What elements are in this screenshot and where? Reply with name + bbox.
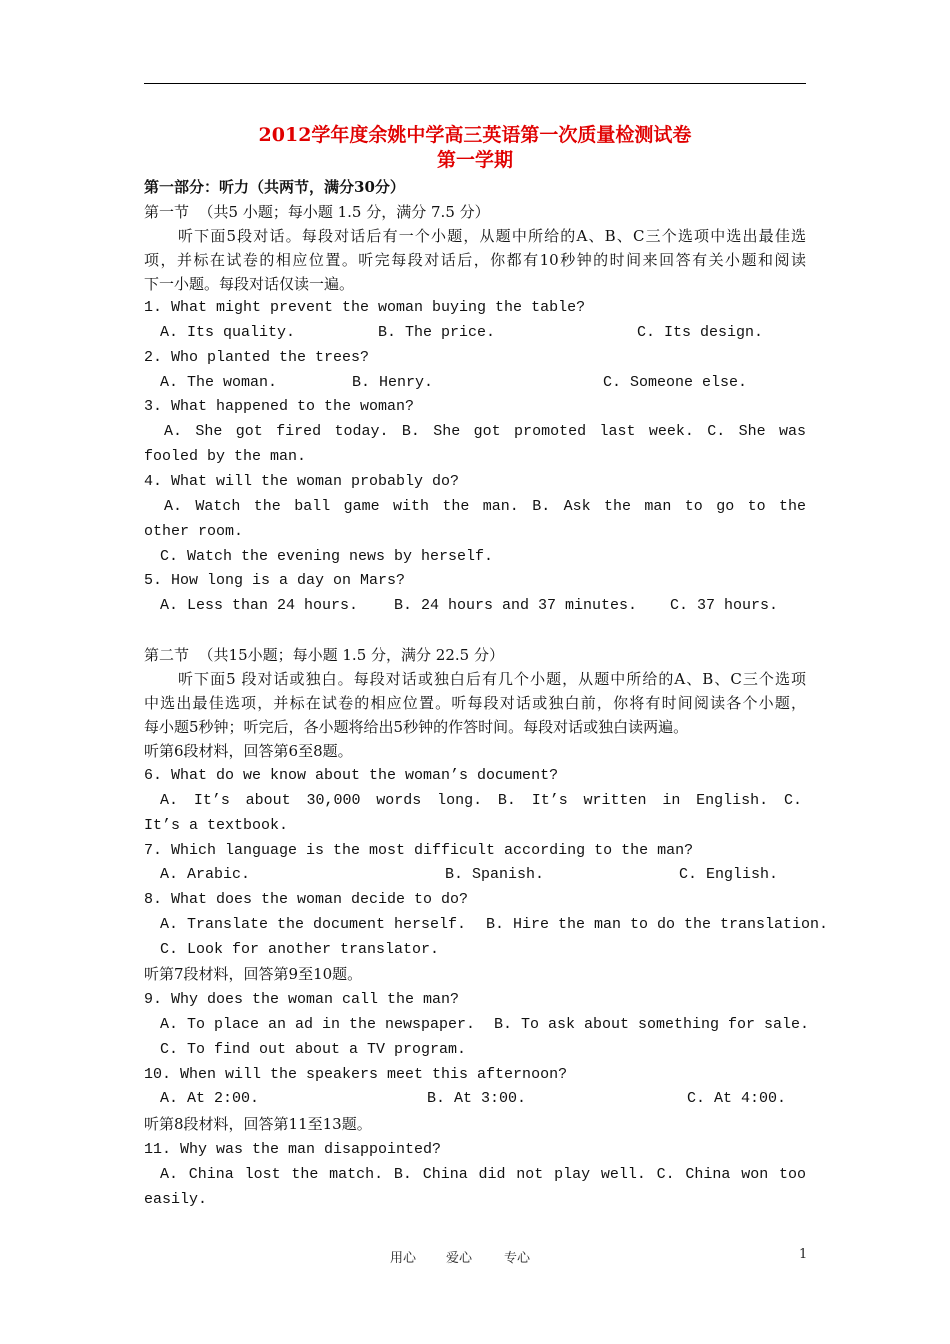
question-5-option-b: B. 24 hours and 37 minutes. [394,597,638,614]
footer-motto-2: 爱心 [446,1251,473,1266]
section1-instructions-line2: 项，并标在试卷的相应位置。听完每段对话后，你都有10秒钟的时间来回答有关小题和阅读 [144,251,806,269]
part1-heading: 第一部分：听力（共两节，满分30分） [144,178,405,196]
material-7-instruction: 听第7段材料，回答第9至10题。 [144,965,363,983]
question-6-options-line1: A. It’s about 30,000 words long. B. It’s written in English. C. [160,792,802,809]
question-4-options-line2: other room. [144,523,244,540]
question-7-option-b: B. Spanish. [445,866,545,883]
question-11-options-line1: A. China lost the match. B. China did not play well. C. China won too [160,1166,806,1183]
footer-motto-3: 专心 [504,1251,531,1266]
header-rule [144,83,806,84]
question-1-option-a: A. Its quality. [160,324,296,341]
question-3-options-line1: A. She got fired today. B. She got promoted last week. C. She was [164,423,806,440]
semester-title: 第一学期 [436,149,513,171]
question-1-stem: 1. What might prevent the woman buying the table? [144,299,586,316]
question-9-option-c: C. To find out about a TV program. [160,1041,467,1058]
page-number: 1 [799,1247,808,1262]
question-8-option-c: C. Look for another translator. [160,941,440,958]
question-5-option-a: A. Less than 24 hours. [160,597,359,614]
question-8-option-b: B. Hire the man to do the translation. [486,916,829,933]
question-4-stem: 4. What will the woman probably do? [144,473,460,490]
question-4-option-c: C. Watch the evening news by herself. [160,548,494,565]
question-5-stem: 5. How long is a day on Mars? [144,572,406,589]
footer-motto-1: 用心 [390,1251,417,1266]
question-8-stem: 8. What does the woman decide to do? [144,891,469,908]
question-7-option-a: A. Arabic. [160,866,251,883]
question-3-stem: 3. What happened to the woman? [144,398,415,415]
question-11-options-line2: easily. [144,1191,208,1208]
section1-instructions-line3: 下一小题。每段对话仅读一遍。 [144,275,355,293]
section2-instructions-line2: 中选出最佳选项，并标在试卷的相应位置。听每段对话或独白前，你将有时间阅读各个小题， [144,694,806,712]
question-1-option-b: B. The price. [378,324,496,341]
question-10-option-c: C. At 4:00. [687,1090,787,1107]
question-2-option-b: B. Henry. [352,374,434,391]
question-1-option-c: C. Its design. [637,324,764,341]
question-9-option-b: B. To ask about something for sale. [494,1016,810,1033]
section1-instructions-line1: 听下面5段对话。每段对话后有一个小题，从题中所给的A、B、C三个选项中选出最佳选 [178,227,806,245]
question-2-option-c: C. Someone else. [603,374,748,391]
question-2-option-a: A. The woman. [160,374,278,391]
question-10-option-a: A. At 2:00. [160,1090,260,1107]
question-8-option-a: A. Translate the document herself. [160,916,467,933]
question-6-stem: 6. What do we know about the woman’s document? [144,767,559,784]
question-3-options-line2: fooled by the man. [144,448,307,465]
material-8-instruction: 听第8段材料，回答第11至13题。 [144,1115,372,1133]
section2-heading: 第二节 （共15小题；每小题 1.5 分，满分 22.5 分） [144,646,504,664]
question-9-option-a: A. To place an ad in the newspaper. [160,1016,476,1033]
question-5-option-c: C. 37 hours. [670,597,779,614]
material-6-instruction: 听第6段材料，回答第6至8题。 [144,742,353,760]
question-10-option-b: B. At 3:00. [427,1090,527,1107]
section2-instructions-line1: 听下面5 段对话或独白。每段对话或独白后有几个小题，从题中所给的A、B、C三个选项 [178,670,806,688]
question-4-options-line1: A. Watch the ball game with the man. B. Ask the man to go to the [164,498,806,515]
exam-title: 2012学年度余姚中学高三英语第一次质量检测试卷 [258,124,692,146]
question-9-stem: 9. Why does the woman call the man? [144,991,460,1008]
question-7-option-c: C. English. [679,866,779,883]
question-6-options-line2: It’s a textbook. [144,817,289,834]
question-10-stem: 10. When will the speakers meet this afternoon? [144,1066,568,1083]
section1-heading: 第一节 （共5 小题；每小题 1.5 分，满分 7.5 分） [144,203,490,221]
section2-instructions-line3: 每小题5秒钟；听完后，各小题将给出5秒钟的作答时间。每段对话或独白读两遍。 [144,718,689,736]
question-7-stem: 7. Which language is the most difficult according to the man? [144,842,694,859]
question-11-stem: 11. Why was the man disappointed? [144,1141,442,1158]
question-2-stem: 2. Who planted the trees? [144,349,370,366]
